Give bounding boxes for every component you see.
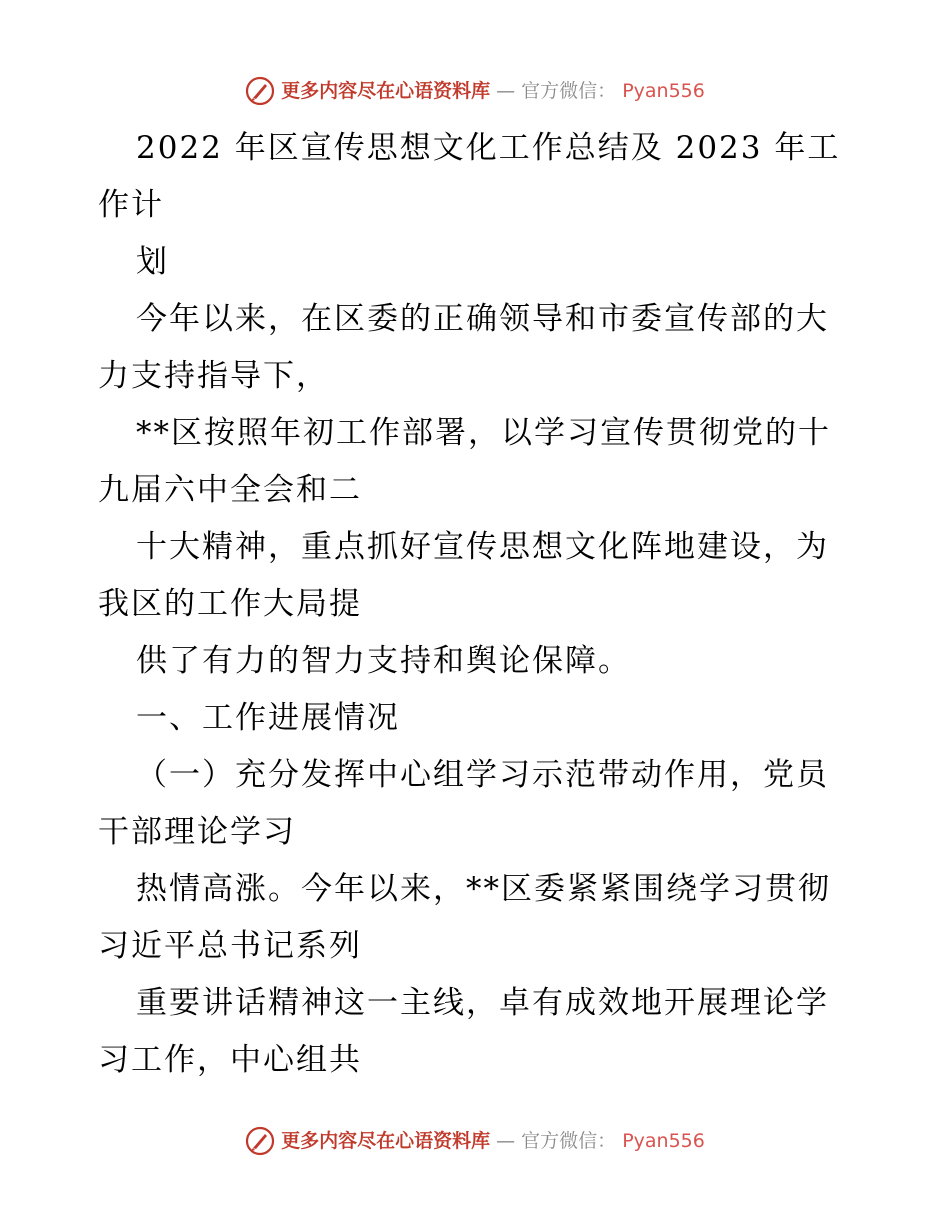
watermark-wechat-id: Pyan556 xyxy=(622,1130,705,1152)
watermark-brand: 更多内容尽在心语资料库 xyxy=(281,80,491,102)
document-body xyxy=(98,120,858,1089)
paragraph-line: 九届六中全会和二 xyxy=(98,472,362,508)
document-title-line: 2022 年区宣传思想文化工作总结及 2023 年工 xyxy=(136,130,841,166)
watermark-wechat-label: 官方微信： xyxy=(521,1130,617,1152)
paragraph-line: 习近平总书记系列 xyxy=(98,928,362,964)
subsection-heading-line: 干部理论学习 xyxy=(98,814,296,850)
footer-watermark xyxy=(0,1126,950,1156)
document-title-line: 作计 xyxy=(98,187,164,223)
section-heading: 一、工作进展情况 xyxy=(136,700,400,736)
paragraph-line: **区按照年初工作部署，以学习宣传贯彻党的十 xyxy=(136,415,831,451)
paragraph-line: 习工作，中心组共 xyxy=(98,1042,362,1078)
paragraph-line: 今年以来，在区委的正确领导和市委宣传部的大 xyxy=(136,301,829,337)
document-title-line: 划 xyxy=(136,244,169,280)
paragraph-line: 热情高涨。今年以来，**区委紧紧围绕学习贯彻 xyxy=(136,871,831,907)
paragraph-line: 重要讲话精神这一主线，卓有成效地开展理论学 xyxy=(136,985,829,1021)
paragraph-line: 力支持指导下， xyxy=(98,358,329,394)
paragraph-line: 我区的工作大局提 xyxy=(98,586,362,622)
watermark-dash: — xyxy=(496,80,516,102)
header-watermark xyxy=(0,76,950,106)
quill-pen-logo-icon xyxy=(245,76,275,106)
watermark-wechat-label: 官方微信： xyxy=(521,80,617,102)
paragraph-line: 十大精神，重点抓好宣传思想文化阵地建设，为 xyxy=(136,529,829,565)
watermark-brand: 更多内容尽在心语资料库 xyxy=(281,1130,491,1152)
subsection-heading-line: （一）充分发挥中心组学习示范带动作用，党员 xyxy=(136,757,829,793)
watermark-dash: — xyxy=(496,1130,516,1152)
quill-pen-logo-icon xyxy=(245,1126,275,1156)
watermark-wechat-id: Pyan556 xyxy=(622,80,705,102)
paragraph-line: 供了有力的智力支持和舆论保障。 xyxy=(136,643,631,679)
